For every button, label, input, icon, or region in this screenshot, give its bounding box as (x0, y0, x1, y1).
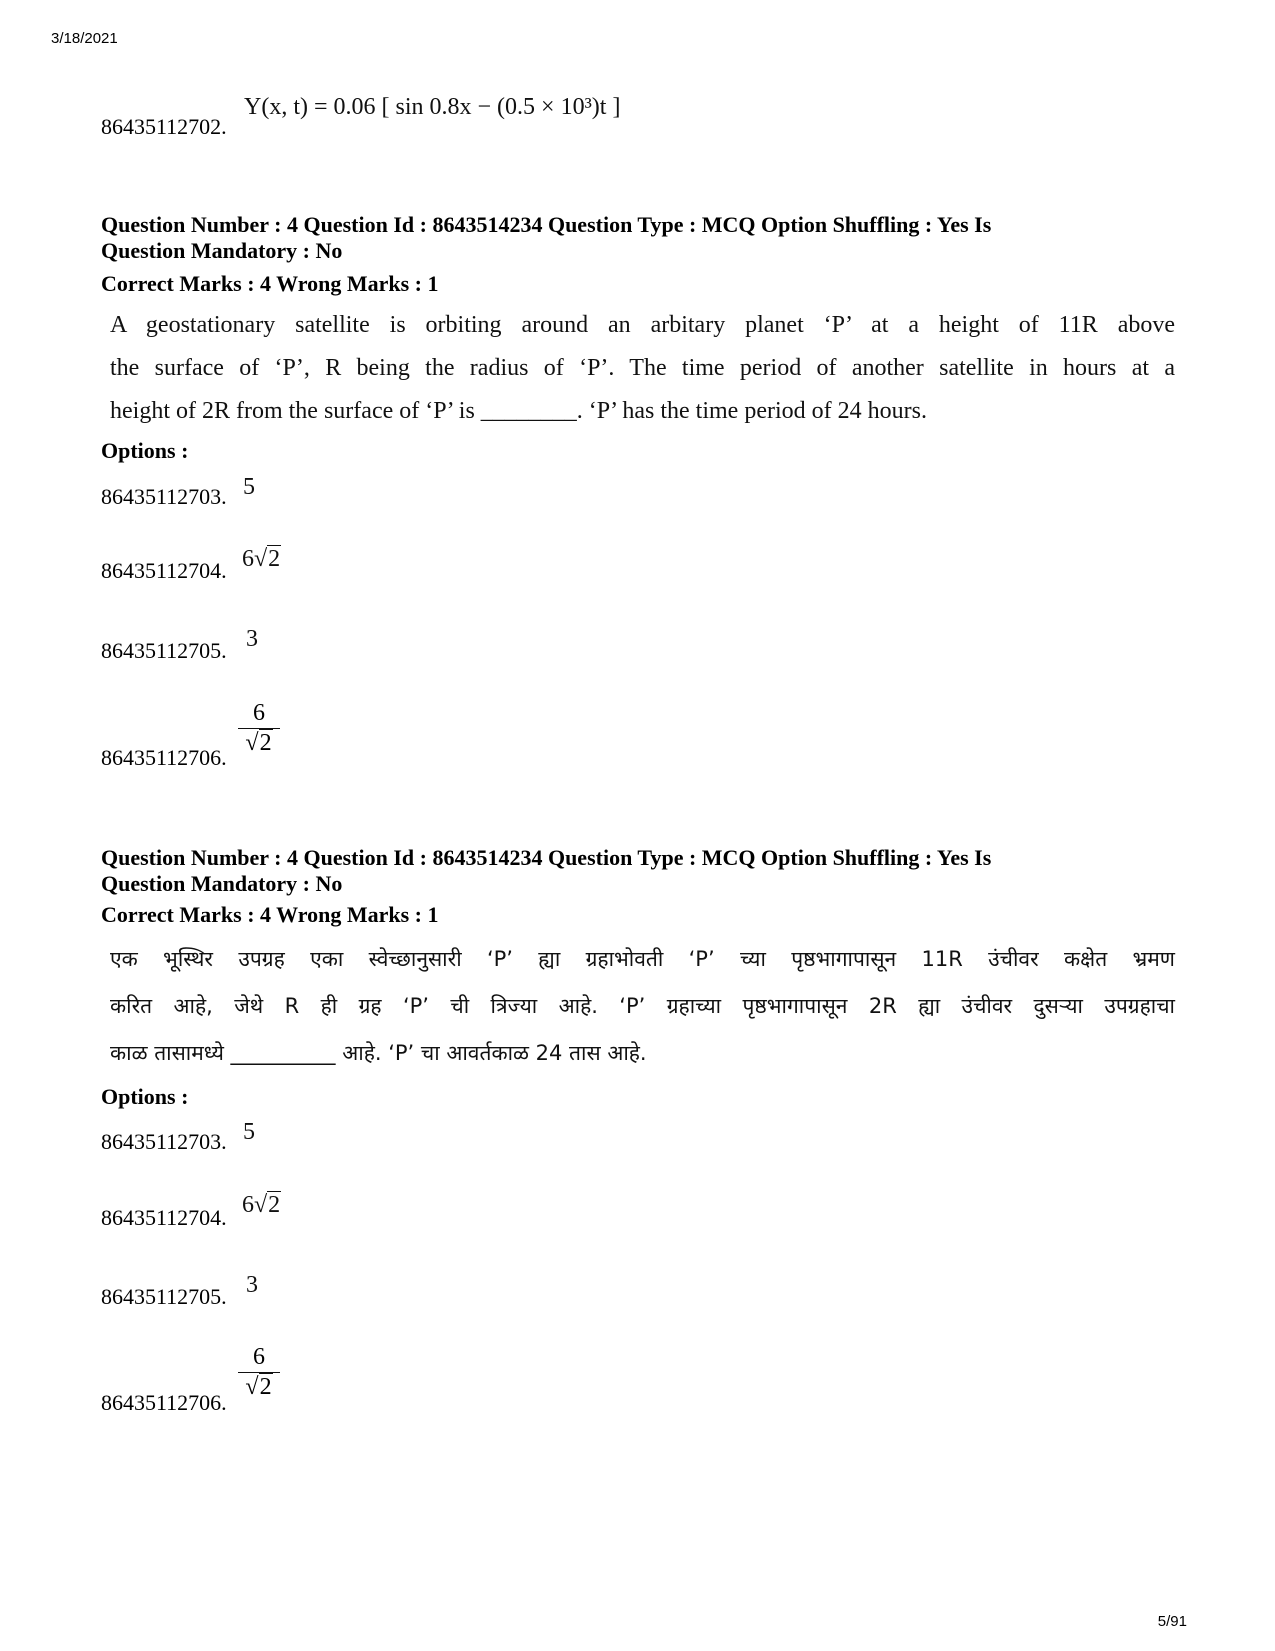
page-number: 5/91 (1157, 1613, 1187, 1630)
option-id: 86435112706. (101, 1390, 227, 1415)
option-value (242, 1192, 281, 1219)
question-meta (101, 212, 1181, 264)
fraction-numerator: 6 (238, 1344, 280, 1373)
sqrt-symbol: √2 (254, 1192, 281, 1218)
sqrt-symbol: √2 (254, 546, 281, 572)
question-stem-line: एक भूस्थिर उपग्रह एका स्वेच्छानुसारी ‘P’ ह्या ग्रहाभोवती ‘P’ च्या पृष्ठभागापासून 11R उंचीवर कक्षेत भ्रमण (110, 947, 1175, 971)
option-value: 3 (246, 1272, 258, 1298)
options-label: Options : (101, 1084, 189, 1109)
question-stem-line: A geostationary satellite is orbiting around an arbitary planet ‘P’ at a height of 11R above (110, 312, 1175, 338)
option-expression: Y(x, t) = 0.06 [ sin 0.8x − (0.5 × 10³)t ] (244, 94, 621, 120)
option-radicand: 2 (259, 730, 272, 756)
option-value: 3 (246, 626, 258, 652)
question-marks: Correct Marks : 4 Wrong Marks : 1 (101, 271, 439, 296)
question-stem-line: करित आहे, जेथे R ही ग्रह ‘P’ ची त्रिज्या आहे. ‘P’ ग्रहाच्या पृष्ठभागापासून 2R ह्या उंचीवर दुसऱ्या उपग्रहाचा (110, 994, 1175, 1018)
option-id: 86435112705. (101, 1284, 227, 1309)
option-id: 86435112702. (101, 114, 227, 139)
question-marks: Correct Marks : 4 Wrong Marks : 1 (101, 902, 439, 927)
option-radicand: 2 (268, 1192, 281, 1218)
option-value (242, 546, 281, 573)
question-meta (101, 845, 1181, 897)
question-meta-line1: Question Number : 4 Question Id : 8643514234 Question Type : MCQ Option Shuffling : Yes Is (101, 845, 992, 870)
option-coefficient: 6 (242, 546, 254, 572)
fraction-denominator (238, 729, 280, 757)
question-stem (110, 304, 1175, 433)
fraction-numerator: 6 (238, 700, 280, 729)
option-id: 86435112705. (101, 638, 227, 663)
option-id: 86435112704. (101, 558, 227, 583)
question-stem-line: काळ तासामध्ये __________ आहे. ‘P’ चा आवर्तकाळ 24 तास आहे. (110, 1041, 647, 1065)
option-radicand: 2 (268, 546, 281, 572)
question-meta-line1: Question Number : 4 Question Id : 8643514234 Question Type : MCQ Option Shuffling : Yes Is (101, 212, 992, 237)
option-id: 86435112703. (101, 484, 227, 509)
question-stem-line: the surface of ‘P’, R being the radius of ‘P’. The time period of another satellite in hours at a (110, 355, 1175, 381)
question-meta-line2: Question Mandatory : No (101, 238, 343, 263)
option-id: 86435112704. (101, 1205, 227, 1230)
sqrt-symbol: √2 (245, 730, 272, 756)
sqrt-symbol: √2 (245, 1374, 272, 1400)
fraction-denominator (238, 1373, 280, 1401)
option-value: 5 (243, 474, 255, 500)
option-fraction (238, 1344, 280, 1401)
question-stem (110, 936, 1175, 1077)
option-radicand: 2 (259, 1374, 272, 1400)
option-coefficient: 6 (242, 1192, 254, 1218)
option-value: 5 (243, 1119, 255, 1145)
options-label: Options : (101, 438, 189, 463)
option-id: 86435112706. (101, 745, 227, 770)
question-meta-line2: Question Mandatory : No (101, 871, 343, 896)
option-id: 86435112703. (101, 1129, 227, 1154)
question-stem-line: height of 2R from the surface of ‘P’ is ________. ‘P’ has the time period of 24 hours. (110, 398, 927, 424)
option-fraction (238, 700, 280, 757)
print-date: 3/18/2021 (51, 30, 118, 47)
